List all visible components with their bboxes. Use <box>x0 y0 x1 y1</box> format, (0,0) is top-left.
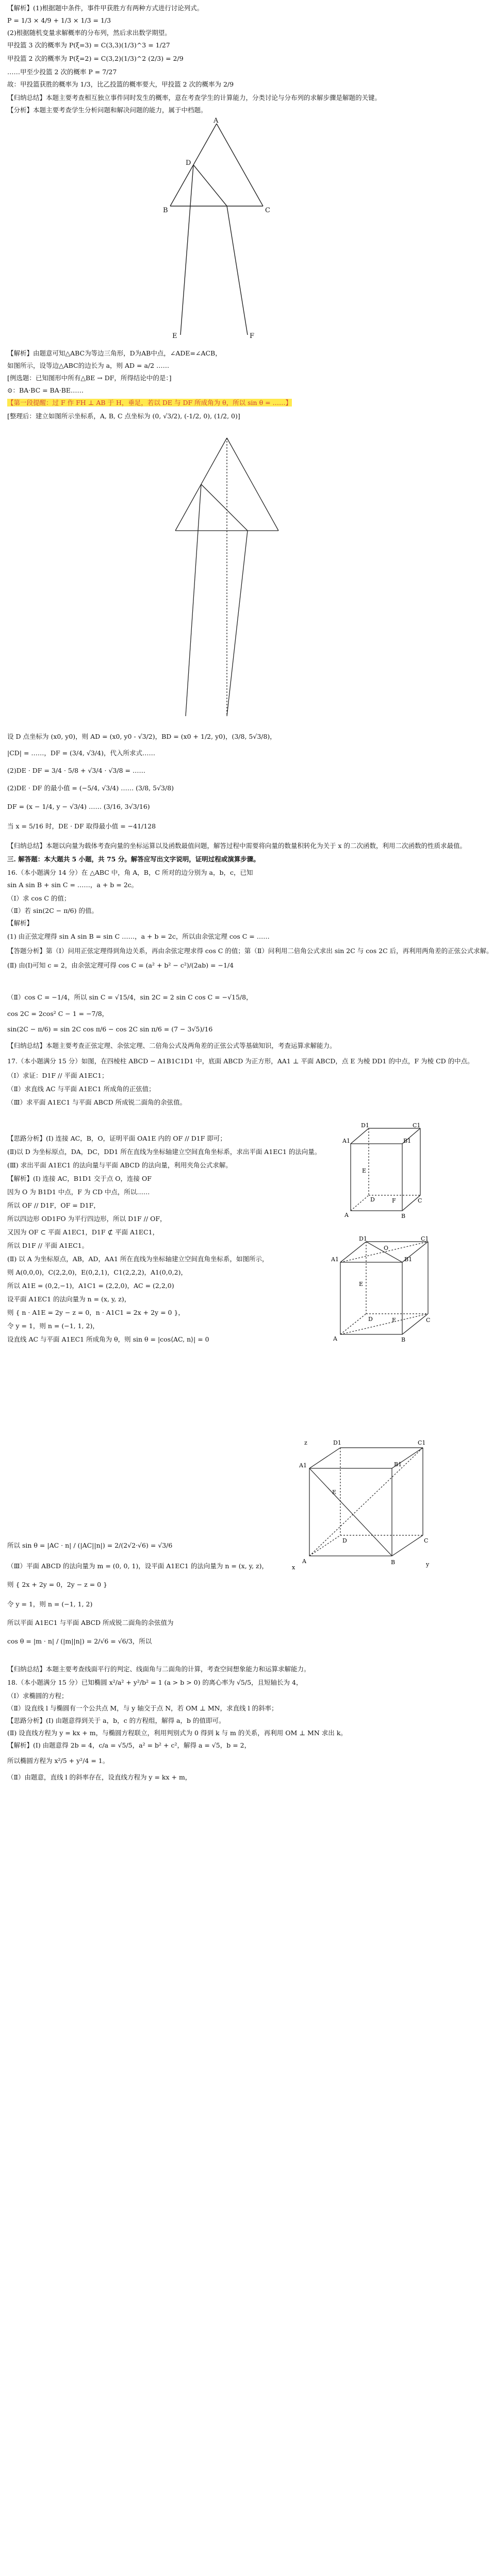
text-line: （Ⅱ）设直线 l 与椭圆有一个公共点 M，与 y 轴交于点 N，若 OM ⊥ MN，求直线 l 的斜率； <box>7 1704 278 1712</box>
text-line: sin A sin B + sin C = ……，a + b = 2c。 <box>7 881 138 889</box>
fig4-label: E <box>332 1489 337 1496</box>
text-line: 设直线 AC 与平面 A1EC1 所成角为 θ，则 sin θ = |cos⟨AC, n⟩| = 0 <box>7 1335 209 1343</box>
text-line: |CD| = ……，DF = (3/4, √3/4)，代入所求式…… <box>7 749 155 757</box>
fig4-label: z <box>304 1439 307 1446</box>
fig3-label: E <box>359 1281 364 1287</box>
text-line: 【归纳总结】本题主要考查正弦定理、余弦定理、二倍角公式及两角差的正弦公式等基础知识，考查运算求解能力。 <box>7 1042 336 1049</box>
text-line: 则 { 2x + 2y = 0，2y − z = 0 } <box>7 1581 108 1588</box>
text-line: (2)DE · DF = 3/4 · 5/8 + √3/4 · √3/8 = …… <box>7 767 145 774</box>
text-line: 【归纳总结】本题主要考查线面平行的判定、线面角与二面角的计算，考查空间想象能力和运算求解能力。 <box>7 1665 310 1673</box>
text-line: （Ⅲ）求平面 A1EC1 与平面 ABCD 所成锐二面角的余弦值。 <box>7 1098 187 1106</box>
text-line: DF = (x − 1/4, y − √3/4) …… (3/16, 3√3/16) <box>7 803 150 810</box>
text-line: (2)根据随机变量求解概率的分布列，然后求出数学期望。 <box>7 29 171 37</box>
fig4-label: x <box>292 1564 295 1571</box>
text-line: （Ⅱ）若 sin(2C − π/6) 的值。 <box>7 907 98 914</box>
triangle-figure <box>150 118 284 340</box>
text-line: 设平面 A1EC1 的法向量为 n = (x, y, z)， <box>7 1295 131 1303</box>
text-line: (Ⅲ) 求出平面 A1EC1 的法向量与平面 ABCD 的法向量，利用夹角公式求解。 <box>7 1161 232 1169</box>
fig1-label: F <box>250 332 255 340</box>
fig4-label: A <box>302 1558 306 1565</box>
fig2-label: B1 <box>403 1138 412 1144</box>
fig3-label: F <box>392 1317 396 1324</box>
text-line: 所以平面 A1EC1 与平面 ABCD 所成锐二面角的余弦值为 <box>7 1619 174 1626</box>
fig3-label: B1 <box>404 1256 413 1263</box>
text-line: （Ⅰ）求 cos C 的值； <box>7 894 71 902</box>
prism-figure <box>340 1123 423 1221</box>
text-line: 设 D 点坐标为 (x0, y0)，则 AD = (x0, y0 - √3/2)，BD = (x0 + 1/2, y0)，(3/8, 5√3/8)， <box>7 733 276 740</box>
text-line: 【解析】 <box>7 919 34 927</box>
fig3-label: A <box>333 1335 337 1342</box>
fig3-label: C <box>426 1317 431 1324</box>
fig2-label: F <box>392 1197 396 1204</box>
text-line: 令 y = 1，则 n = (−1, 1, 2)， <box>7 1322 99 1330</box>
text-line: 则 { n · A1E = 2y − z = 0，n · A1C1 = 2x + 2y = 0 }， <box>7 1309 185 1316</box>
text-line: 【解析】(1)根据题中条件，事件甲获胜方有两种方式进行讨论列式。 <box>7 4 204 12</box>
fig4-label: B1 <box>394 1461 402 1468</box>
text-line: 16.（本小题满分 14 分）在 △ABC 中，角 A，B，C 所对的边分别为 a，b，c，已知 <box>7 869 253 876</box>
text-line: （Ⅰ）求椭圆的方程； <box>7 1692 68 1700</box>
fig2-label: A <box>344 1212 349 1218</box>
fig4-label: y <box>426 1561 430 1568</box>
text-line: 所以椭圆方程为 x²/5 + y²/4 = 1。 <box>7 1757 109 1765</box>
text-line: 【思路分析】(Ⅰ) 由题意得到关于 a，b，c 的方程组，解得 a，b 的值即可。 <box>7 1717 225 1724</box>
text-line <box>7 398 435 408</box>
text-line <box>7 854 435 865</box>
text-line: 所以 A1E = (0,2,−1)，A1C1 = (2,2,0)，AC = (2,2,0) <box>7 1282 174 1290</box>
fig1-label: D <box>186 159 191 167</box>
text-line: (1) 由正弦定理得 sin A sin B = sin C ……，a + b = 2c，所以由余弦定理 cos C = …… <box>7 933 270 940</box>
fig1-label: A <box>213 117 219 125</box>
text-line: （Ⅱ）cos C = −1/4，所以 sin C = √15/4，sin 2C = 2 sin C cos C = −√15/8， <box>7 993 253 1001</box>
fig2-label: C1 <box>413 1122 421 1129</box>
text-line: P = 1/3 × 4/9 + 1/3 × 1/3 = 1/3 <box>7 16 111 24</box>
fig3-label: D1 <box>359 1235 367 1242</box>
section-heading: 三. 解答题：本大题共 5 小题，共 75 分。解答应写出文字说明，证明过程或演算步骤。 <box>7 855 260 863</box>
fig2-label: C <box>418 1197 422 1204</box>
text-line: 甲投篮 2 次的概率为 P(ξ=2) = C(3,2)(1/3)^2 (2/3) = 2/9 <box>7 55 184 62</box>
text-line: 则 A(0,0,0)，C(2,2,0)，E(0,2,1)，C1(2,2,2)，A1(0,0,2)， <box>7 1268 187 1276</box>
fig3-label: O <box>384 1245 389 1251</box>
text-line: 所以 sin θ = |AC · n| / (|AC||n|) = 2/(2√2·√6) = √3/6 <box>7 1541 173 1549</box>
text-line: 【解析】由题意可知△ABC为等边三角形，D为AB中点，∠ADE=∠ACB， <box>7 349 222 357</box>
prism-diagonal-figure <box>330 1236 433 1345</box>
fig4-label: D <box>342 1537 347 1544</box>
text-line: (2)DE · DF 的最小值 = (−5/4, √3/4) …… (3/8, 5√3/8) <box>7 784 174 792</box>
text-line: 如图所示，设等边△ABC的边长为 a，则 AD = a/2 …… <box>7 362 170 369</box>
text-line: （Ⅲ）平面 ABCD 的法向量为 m = (0, 0, 1)，设平面 A1EC1 的法向量为 n = (x, y, z)， <box>7 1562 268 1570</box>
text-line: （Ⅱ）求直线 AC 与平面 A1EC1 所成角的正弦值； <box>7 1085 155 1093</box>
fig3-label: D <box>368 1316 373 1323</box>
coordinate-cube-figure <box>289 1437 433 1571</box>
text-line: 【思路分析】(Ⅰ) 连接 AC，B，O，证明平面 OA1E 内的 OF // D1F 即可； <box>7 1134 226 1142</box>
text-line: 18.（本小题满分 15 分）已知椭圆 x²/a² + y²/b² = 1 (a > b > 0) 的离心率为 √5/5，且短轴长为 4， <box>7 1679 303 1686</box>
text-line: cos 2C = 2cos² C − 1 = −7/8， <box>7 1010 109 1018</box>
fig2-label: E <box>362 1167 367 1174</box>
text-line: (Ⅱ) 以 A 为坐标原点，AB，AD，AA1 所在直线为坐标轴建立空间直角坐标系，如图所示， <box>7 1255 269 1263</box>
text-line: 甲投篮 3 次的概率为 P(ξ=3) = C(3,3)(1/3)^3 = 1/27 <box>7 41 170 49</box>
fig4-label: C1 <box>418 1439 426 1446</box>
text-line: (Ⅱ) 设直线方程为 y = kx + m，与椭圆方程联立，利用判别式为 0 得到 k 与 m 的关系，再利用 OM ⊥ MN 求出 k。 <box>7 1729 347 1737</box>
text-line: 【答题分析】第（Ⅰ）问用正弦定理得到角边关系，再由余弦定理求得 cos C 的值；第（Ⅱ）问利用二倍角公式求出 sin 2C 与 cos 2C 后，再利用两角差的正弦公式求解。 <box>7 947 493 955</box>
text-line: (Ⅱ) 由(Ⅰ)可知 c = 2，由余弦定理可得 cos C = (a² + b² − c²)/(2ab) = −1/4 <box>7 961 234 969</box>
fig2-label: B <box>401 1213 406 1219</box>
text-line: 当 x = 5/16 时，DE · DF 取得最小值 = −41/128 <box>7 822 156 830</box>
fig2-label: D1 <box>361 1122 369 1129</box>
fig1-label: C <box>265 207 270 214</box>
text-line: cos θ = |m · n| / (|m||n|) = 2/√6 = √6/3，所以 <box>7 1637 152 1645</box>
fig1-label: E <box>172 332 177 340</box>
fig4-label: C <box>424 1537 429 1544</box>
text-line: （Ⅰ）求证：D1F // 平面 A1EC1； <box>7 1072 108 1079</box>
text-line: （Ⅱ）由题意，直线 l 的斜率存在，设直线方程为 y = kx + m， <box>7 1773 192 1781</box>
fig3-label: C1 <box>421 1235 429 1242</box>
fig4-label: B <box>391 1559 396 1566</box>
text-line: 故：甲投篮获胜的概率为 1/3，比乙投篮的概率要大，甲投篮 2 次的概率为 2/9 <box>7 80 234 88</box>
fig4-label: D1 <box>333 1439 341 1446</box>
text-line: (Ⅱ)以 D 为坐标原点，DA，DC，DD1 所在直线为坐标轴建立空间直角坐标系，求出平面 A1EC1 的法向量。 <box>7 1148 321 1156</box>
text-line: sin(2C − π/6) = sin 2C cos π/6 − cos 2C sin π/6 = (7 − 3√5)/16 <box>7 1025 213 1033</box>
fig3-label: B <box>401 1336 406 1343</box>
fig2-label: D <box>370 1196 375 1203</box>
text-line: 又因为 OF ⊂ 平面 A1EC1，D1F ⊄ 平面 A1EC1， <box>7 1228 159 1236</box>
text-line: 【解析】(Ⅰ) 由题意得 2b = 4，c/a = √5/5，a² = b² + c²，解得 a = √5，b = 2， <box>7 1741 251 1749</box>
text-line: 因为 O 为 B1D1 中点，F 为 CD 中点，所以…… <box>7 1188 150 1196</box>
text-line: ⊙：BA·BC = BA·BE…… <box>7 386 84 394</box>
text-line: 所以 OF // D1F，OF = D1F， <box>7 1201 100 1209</box>
text-line: ……甲至少投篮 2 次的概率 P = 7/27 <box>7 68 117 76</box>
text-line: 所以四边形 OD1FO 为平行四边形，所以 D1F // OF， <box>7 1215 167 1223</box>
text-line: [整理后：建立如图所示坐标系，A, B, C 点坐标为 (0, √3/2), (-1/2, 0), (1/2, 0)] <box>7 412 240 420</box>
text-line: 令 y = 1，则 n = (−1, 1, 2) <box>7 1600 93 1608</box>
coordinate-triangle-figure <box>165 428 289 721</box>
text-line: 所以 D1F // 平面 A1EC1。 <box>7 1242 89 1249</box>
highlighted-note: 【第一段提醒：过 F 作 FH ⊥ AB 于 H，垂足，若以 DE 与 DF 所成角为 θ，所以 sin θ = ……】 <box>7 399 292 406</box>
text-line: 17.（本小题满分 15 分）如图，在四棱柱 ABCD − A1B1C1D1 中，底面 ABCD 为正方形，AA1 ⊥ 平面 ABCD，点 E 为棱 DD1 的中点，F 为棱 CD 的中点。 <box>7 1057 474 1065</box>
text-line: 【归纳总结】本题以向量为载体考查向量的坐标运算以及函数最值问题，解答过程中需要将向量的数量积转化为关于 x 的二次函数，利用二次函数的性质求最值。 <box>7 842 466 850</box>
fig2-label: A1 <box>342 1138 350 1144</box>
text-line: 【解析】(Ⅰ) 连接 AC，B1D1 交于点 O，连接 OF <box>7 1175 152 1182</box>
text-line: [例选题：已知图形中所有△BE → DF，所得结论中的是：] <box>7 374 172 382</box>
fig3-label: A1 <box>331 1256 339 1263</box>
text-line: 【归纳总结】本题主要考查相互独立事件同时发生的概率，意在考查学生的计算能力，分类讨论与分布列的求解步骤是解题的关键。 <box>7 94 382 101</box>
text-line: 【分析】本题主要考查学生分析问题和解决问题的能力，属于中档题。 <box>7 106 207 114</box>
fig4-label: A1 <box>299 1462 307 1469</box>
fig1-label: B <box>163 207 168 214</box>
